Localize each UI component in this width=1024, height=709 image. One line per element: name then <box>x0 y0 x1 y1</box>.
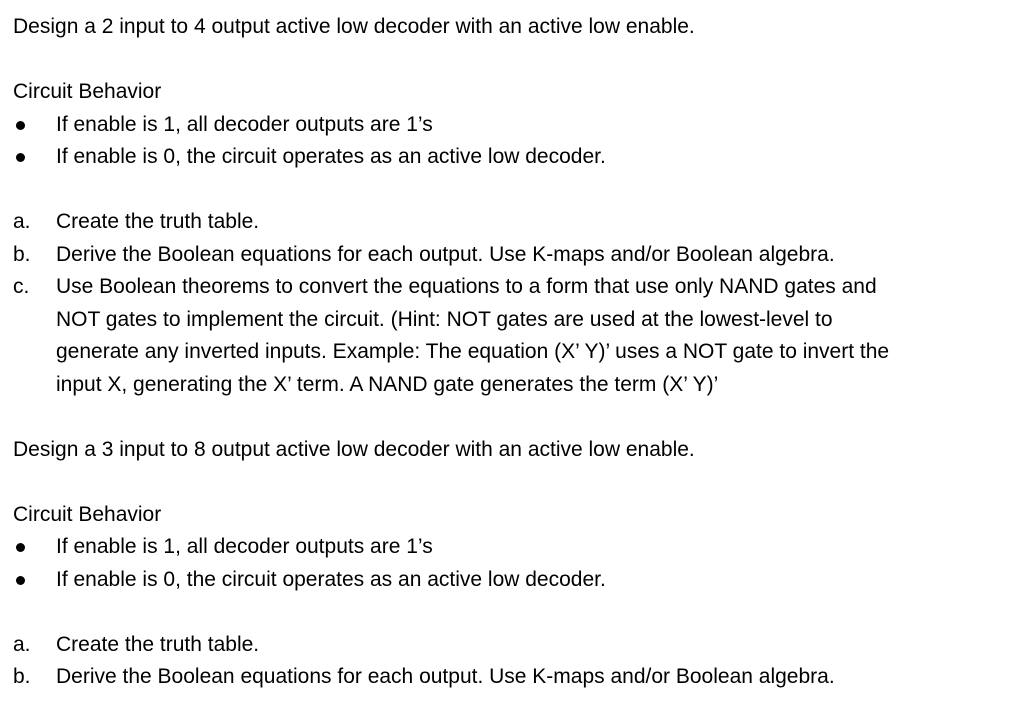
document-page <box>13 11 1018 694</box>
task-text-line: generate any inverted inputs. Example: The equation (X’ Y)’ uses a NOT gate to invert the <box>56 340 890 363</box>
bullet-item <box>13 109 1018 142</box>
bullet-text: If enable is 0, the circuit operates as an active low decoder. <box>56 567 606 591</box>
task-text-line: Use Boolean theorems to convert the equations to a form that use only NAND gates and <box>56 275 877 298</box>
section1-task-list <box>13 206 1018 401</box>
task-marker: b. <box>13 242 31 266</box>
task-text: Derive the Boolean equations for each output. Use K-maps and/or Boolean algebra. <box>56 242 835 266</box>
bullet-item <box>13 531 1018 564</box>
task-item-a <box>13 629 1018 662</box>
task-text: Create the truth table. <box>56 210 260 233</box>
bullet-item <box>13 564 1018 597</box>
bullet-text: If enable is 0, the circuit operates as an active low decoder. <box>56 145 606 168</box>
task-item-c <box>13 271 1018 401</box>
spacer <box>13 174 1018 207</box>
section2-behavior-title: Circuit Behavior <box>13 502 162 526</box>
task-item-a <box>13 206 1018 239</box>
section1-behavior-title: Circuit Behavior <box>13 80 162 103</box>
spacer <box>13 401 1018 434</box>
spacer <box>13 44 1018 77</box>
task-marker: c. <box>13 275 30 298</box>
task-text: Create the truth table. <box>56 632 260 656</box>
section2-bullet-list <box>13 531 1018 596</box>
bullet-icon <box>16 576 25 585</box>
bullet-icon <box>16 121 25 130</box>
section1-bullet-list <box>13 109 1018 174</box>
bullet-item <box>13 141 1018 174</box>
spacer <box>13 596 1018 629</box>
task-text-line: NOT gates to implement the circuit. (Hint: NOT gates are used at the lowest-level to <box>56 307 833 331</box>
task-text: Derive the Boolean equations for each output. Use K-maps and/or Boolean algebra. <box>56 665 835 688</box>
bullet-icon <box>16 543 25 552</box>
task-marker: a. <box>13 632 31 656</box>
section2-heading: Design a 3 input to 8 output active low decoder with an active low enable. <box>13 437 695 461</box>
bullet-text: If enable is 1, all decoder outputs are 1’s <box>56 535 433 558</box>
task-item-b <box>13 661 1018 694</box>
section1-heading: Design a 2 input to 4 output active low decoder with an active low enable. <box>13 15 695 38</box>
task-text-line: input X, generating the X’ term. A NAND gate generates the term (X’ Y)’ <box>56 372 719 396</box>
task-marker: a. <box>13 210 31 233</box>
task-marker: b. <box>13 665 31 688</box>
task-item-b <box>13 239 1018 272</box>
bullet-text: If enable is 1, all decoder outputs are 1’s <box>56 112 433 136</box>
section2-task-list <box>13 629 1018 694</box>
bullet-icon <box>16 153 25 162</box>
spacer <box>13 466 1018 499</box>
